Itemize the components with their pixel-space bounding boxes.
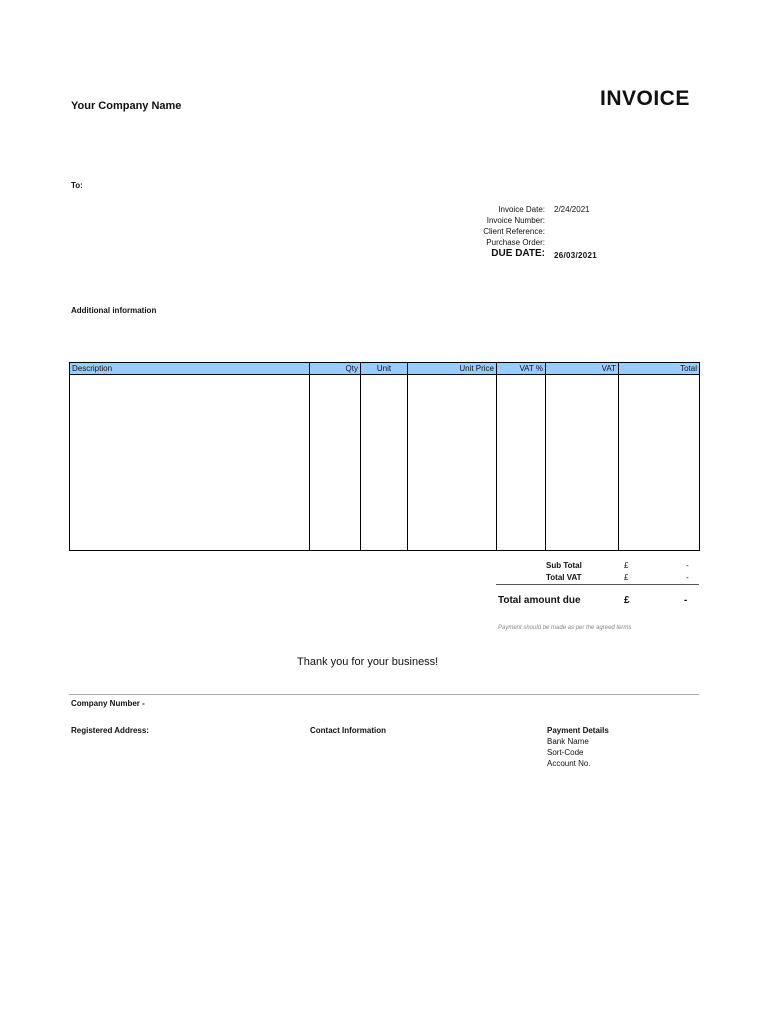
- vat-percent-cell[interactable]: [497, 375, 546, 551]
- invoice-date-label: Invoice Date:: [498, 205, 545, 214]
- column-header-unit-price: Unit Price: [408, 363, 497, 375]
- total-vat-value: -: [686, 573, 689, 582]
- account-number-label: Account No.: [547, 759, 591, 768]
- client-reference-label: Client Reference:: [483, 227, 545, 236]
- sort-code-label: Sort-Code: [547, 748, 584, 757]
- total-vat-currency: £: [624, 573, 629, 582]
- column-header-vat-percent: VAT %: [497, 363, 546, 375]
- company-name: Your Company Name: [71, 100, 182, 112]
- line-items-table: [69, 362, 700, 551]
- column-header-qty: Qty: [310, 363, 361, 375]
- total-vat-label: Total VAT: [546, 573, 582, 582]
- column-header-total: Total: [619, 363, 700, 375]
- company-number: Company Number -: [71, 699, 145, 708]
- payment-terms-note: Payment should be made as per the agreed terms: [498, 625, 632, 631]
- total-cell[interactable]: [619, 375, 700, 551]
- vat-cell[interactable]: [546, 375, 619, 551]
- unit-cell[interactable]: [361, 375, 408, 551]
- registered-address-label: Registered Address:: [71, 726, 149, 735]
- purchase-order-label: Purchase Order:: [486, 238, 545, 247]
- footer-divider: [69, 694, 699, 695]
- description-cell[interactable]: [70, 375, 310, 551]
- column-header-unit: Unit: [361, 363, 408, 375]
- totals-divider: [496, 584, 699, 585]
- due-date-value: 26/03/2021: [554, 251, 598, 260]
- payment-details-label: Payment Details: [547, 726, 609, 735]
- due-date-label: DUE DATE:: [491, 248, 545, 259]
- qty-cell[interactable]: [310, 375, 361, 551]
- table-header-row: [70, 363, 700, 375]
- unit-price-cell[interactable]: [408, 375, 497, 551]
- total-amount-due-value: -: [684, 595, 688, 606]
- table-row: [70, 375, 700, 551]
- invoice-date-value: 2/24/2021: [554, 205, 590, 214]
- column-header-vat: VAT: [546, 363, 619, 375]
- bank-name-label: Bank Name: [547, 737, 589, 746]
- to-label: To:: [71, 181, 83, 190]
- column-header-description: Description: [70, 363, 310, 375]
- thank-you-message: Thank you for your business!: [297, 656, 439, 668]
- invoice-number-label: Invoice Number:: [486, 216, 545, 225]
- subtotal-label: Sub Total: [546, 561, 582, 570]
- invoice-title: INVOICE: [600, 87, 690, 110]
- total-amount-due-label: Total amount due: [498, 595, 581, 606]
- contact-information-label: Contact Information: [310, 726, 386, 735]
- subtotal-value: -: [686, 561, 689, 570]
- total-amount-due-currency: £: [624, 595, 630, 606]
- additional-information-label: Additional information: [71, 306, 157, 315]
- subtotal-currency: £: [624, 561, 629, 570]
